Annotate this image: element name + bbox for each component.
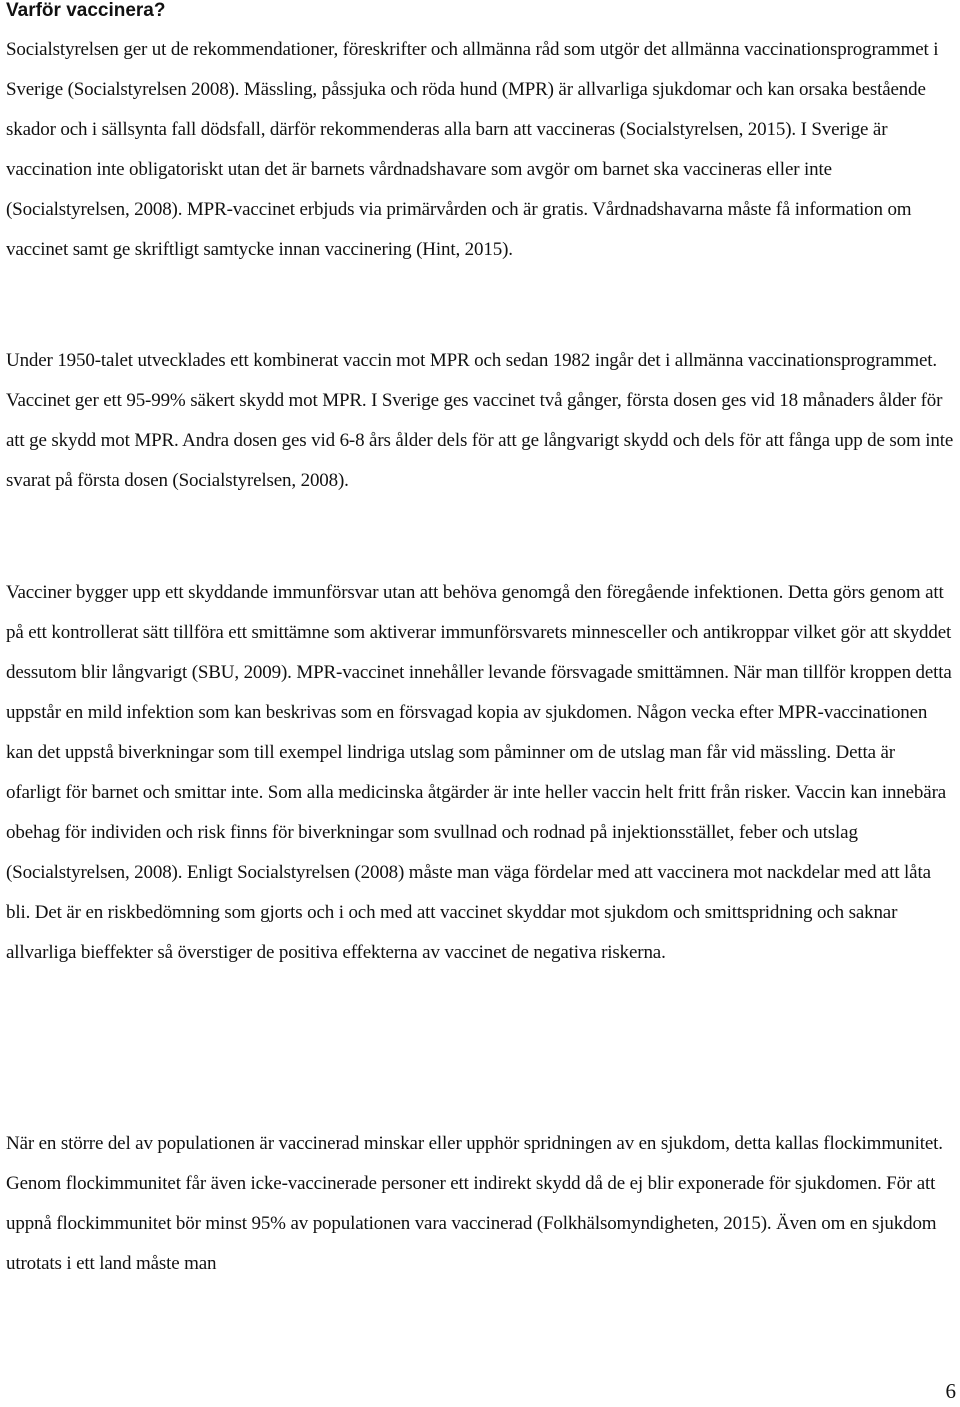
paragraph-mpr-history: Under 1950-talet utvecklades ett kombinerat vaccin mot MPR och sedan 1982 ingår det i allmänna vaccinationsprogrammet. Vaccinet ger ett 95-99% säkert skydd mot MPR. I Sverige ges vaccinet två gånger, första dosen ges vid 18 månaders ålder för att ge skydd mot MPR. Andra dosen ges vid 6-8 års ålder dels för att ge långvarigt skydd och dels för att fånga upp de som inte svarat på första dosen (Socialstyrelsen, 2008). [6, 350, 954, 491]
page-number: 6 [945, 1379, 956, 1403]
paragraph-vaccination-program: Socialstyrelsen ger ut de rekommendationer, föreskrifter och allmänna råd som utgör det allmänna vaccinationsprogrammet i Sverige (Socialstyrelsen 2008). Mässling, påssjuka och röda hund (MPR) är allvarliga sjukdomar och kan orsaka bestående skador och i sällsynta fall dödsfall, därför rekommenderas alla barn att vaccineras (Socialstyrelsen, 2015). I Sverige är vaccination inte obligatoriskt utan det är barnets vårdnadshavare som avgör om barnet ska vaccineras eller inte (Socialstyrelsen, 2008). MPR-vaccinet erbjuds via primärvården och är gratis. Vårdnadshavarna måste få information om vaccinet samt ge skriftligt samtycke innan vaccinering (Hint, 2015). [6, 39, 939, 260]
paragraph-herd-immunity: När en större del av populationen är vaccinerad minskar eller upphör spridningen av en sjukdom, detta kallas flockimmunitet. Genom flockimmunitet får även icke-vaccinerade personer ett indirekt skydd då de ej blir exponerade för sjukdomen. För att uppnå flockimmunitet bör minst 95% av populationen vara vaccinerad (Folkhälsomyndigheten, 2015). Även om en sjukdom utrotats i ett land måste man [6, 1133, 943, 1274]
paragraph-vaccine-mechanism: Vacciner bygger upp ett skyddande immunförsvar utan att behöva genomgå den föregående infektionen. Detta görs genom att på ett kontrollerat sätt tillföra ett smittämne som aktiverar immunförsvarets minnesceller och antikroppar vilket gör att skyddet dessutom blir långvarigt (SBU, 2009). MPR-vaccinet innehåller levande försvagade smittämnen. När man tillför kroppen detta uppstår en mild infektion som kan beskrivas som en försvagad kopia av sjukdomen. Någon vecka efter MPR-vaccinationen kan det uppstå biverkningar som till exempel lindriga utslag som påminner om de utslag man får vid mässling. Detta är ofarligt för barnet och smittar inte. Som alla medicinska åtgärder är inte heller vaccin helt fritt från risker. Vaccin kan innebära obehag för individen och risk finns för biverkningar som svullnad och rodnad på injektionsstället, feber och utslag (Socialstyrelsen, 2008). Enligt Socialstyrelsen (2008) måste man väga fördelar med att vaccinera mot nackdelar med att låta bli. Det är en riskbedömning som gjorts och i och med att vaccinet skyddar mot sjukdom och smittspridning och saknar allvarliga bieffekter så överstiger de positiva effekterna av vaccinet de negativa riskerna. [6, 582, 952, 963]
section-heading: Varför vaccinera? [6, 0, 166, 21]
